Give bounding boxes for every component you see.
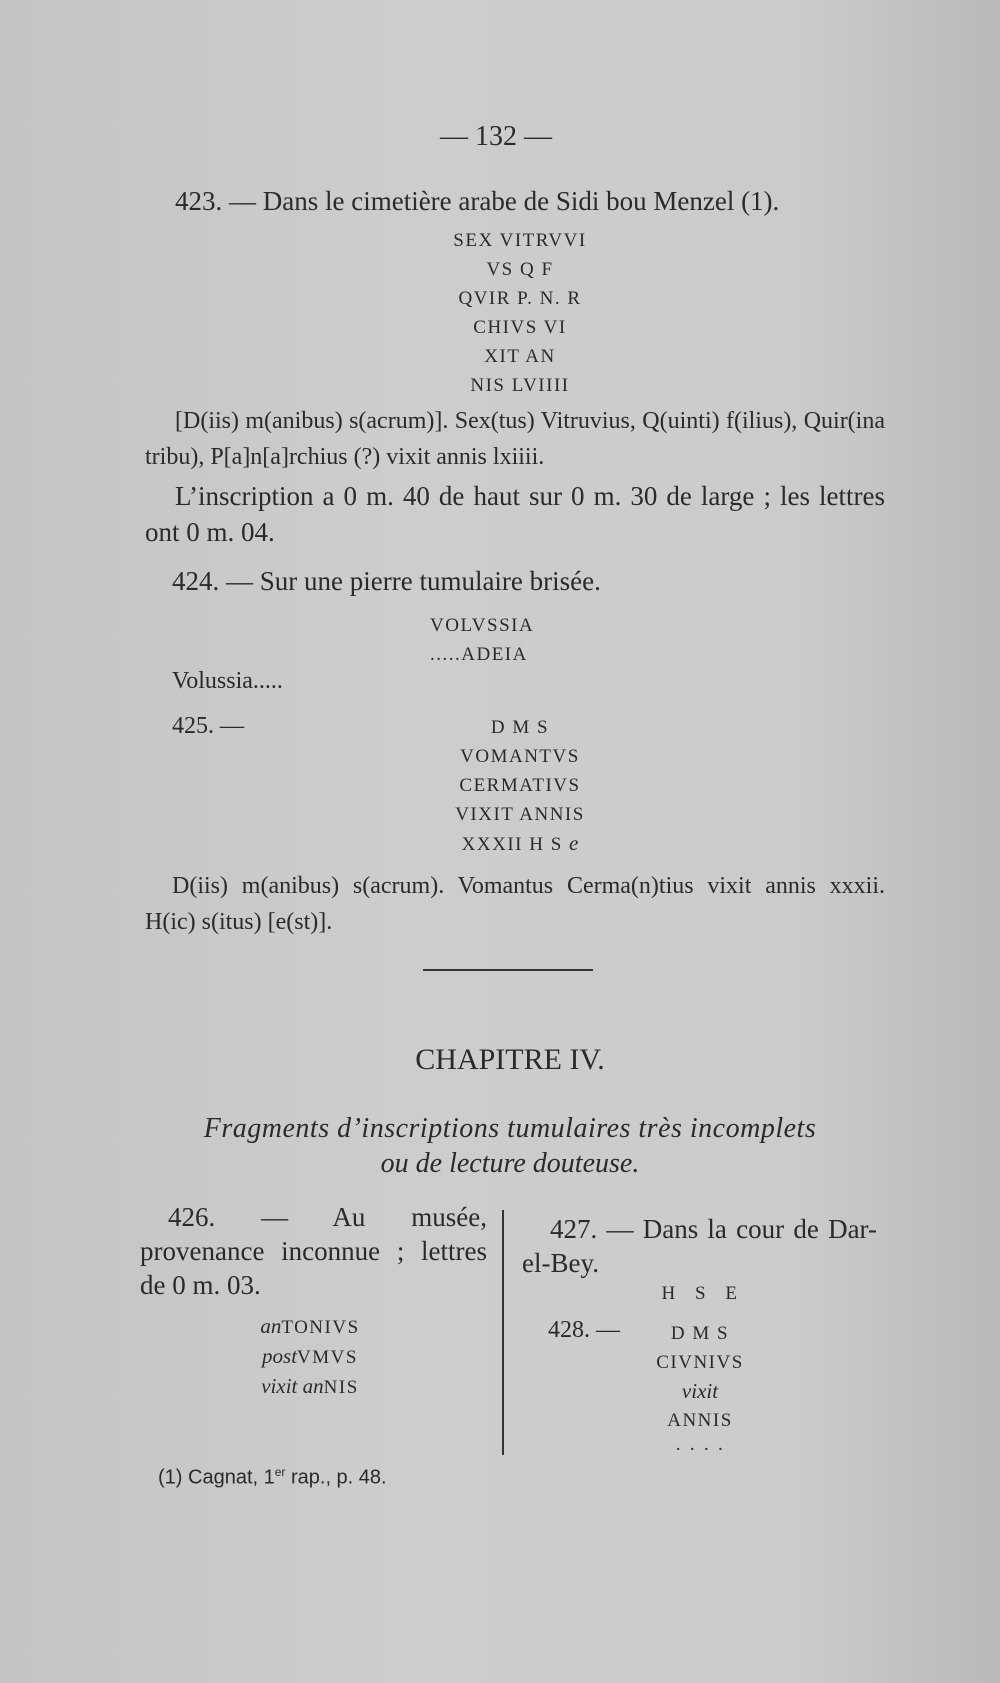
inscription-lowercase: e: [569, 831, 579, 855]
inscription-line: .....ADEIA: [430, 644, 528, 665]
inscription-line: VIXIT ANNIS: [455, 804, 585, 825]
inscription-line: CHIVS VI: [473, 317, 567, 338]
chapter-title: CHAPITRE IV.: [415, 1043, 605, 1076]
inscription-line: [225, 1342, 395, 1372]
inscription-line: VOLVSSIA: [430, 615, 535, 636]
inscription-line: · · · ·: [674, 1439, 726, 1460]
inscription-caps: XXXII H S: [461, 834, 563, 855]
inscription-lowercase: post: [262, 1344, 298, 1368]
footnote-text: Cagnat, 1: [188, 1466, 275, 1489]
inscription-lowercase: vixit an: [261, 1374, 324, 1398]
inscription-424: [430, 611, 610, 669]
inscription-line: H S E: [661, 1283, 739, 1304]
inscription-425: [430, 713, 610, 859]
chapter-subtitle-line-2: ou de lecture douteuse.: [380, 1148, 640, 1179]
entry-426-text: 426. — Au musée, provenance inconnue ; lettres de 0 m. 03.: [140, 1202, 487, 1300]
chapter-subtitle-line-1: Fragments d’inscriptions tumulaires très incomplets: [203, 1113, 817, 1144]
inscription-line: D M S: [490, 717, 550, 738]
inscription-line: VOMANTVS: [460, 746, 580, 767]
footnote-marker: (1): [158, 1466, 183, 1489]
footnote-superscript: er: [274, 1465, 286, 1479]
inscription-428: [640, 1319, 760, 1464]
entry-428-number: 428. —: [548, 1317, 620, 1343]
footnote-rest: rap., p. 48.: [285, 1466, 387, 1489]
inscription-line: [225, 1372, 395, 1402]
inscription-426: [225, 1312, 395, 1402]
entry-423-transcription: [D(iis) m(anibus) s(acrum)]. Sex(tus) Vitruvius, Q(uinti) f(ilius), Quir(ina tribu), P[a]n[a]rchius (?) vixit annis lxiiii.: [145, 408, 885, 470]
inscription-line: ANNIS: [667, 1410, 733, 1431]
inscription-line: XIT AN: [484, 346, 556, 367]
inscription-line: VS Q F: [486, 259, 554, 280]
inscription-line: [225, 1312, 395, 1342]
inscription-423: [400, 226, 640, 400]
inscription-line: SEX VITRVVI: [453, 230, 587, 251]
page-number: — 132 —: [440, 121, 552, 152]
entry-424-transcription: Volussia.....: [172, 668, 283, 694]
inscription-caps: NIS: [323, 1377, 359, 1398]
entry-425-number: 425. —: [172, 713, 244, 739]
inscription-line: D M S: [670, 1323, 730, 1344]
inscription-line: QVIR P. N. R: [458, 288, 582, 309]
inscription-line: vixit: [681, 1379, 719, 1403]
inscription-caps: TONIVS: [281, 1317, 360, 1338]
entry-424-heading: 424. — Sur une pierre tumulaire brisée.: [172, 566, 601, 596]
footnote: [158, 1465, 387, 1490]
inscription-line: NIS LVIIII: [470, 375, 570, 396]
entry-425-transcription: D(iis) m(anibus) s(acrum). Vomantus Cerma(n)tius vixit annis xxxii. H(ic) s(itus) [e(st)].: [145, 873, 885, 935]
inscription-line: CERMATIVS: [459, 775, 581, 796]
inscription-line: CIVNIVS: [656, 1352, 744, 1373]
entry-427-text: 427. — Dans la cour de Dar-el-Bey.: [522, 1214, 877, 1278]
column-divider: [502, 1210, 504, 1455]
entry-423-note: L’inscription a 0 m. 40 de haut sur 0 m. 30 de large ; les lettres ont 0 m. 04.: [145, 481, 885, 547]
inscription-caps: VMVS: [297, 1347, 358, 1368]
inscription-line: [430, 829, 610, 859]
section-divider: [423, 969, 593, 971]
inscription-427: [640, 1279, 760, 1308]
inscription-lowercase: an: [260, 1314, 282, 1338]
entry-423-heading: 423. — Dans le cimetière arabe de Sidi bou Menzel (1).: [175, 186, 780, 216]
